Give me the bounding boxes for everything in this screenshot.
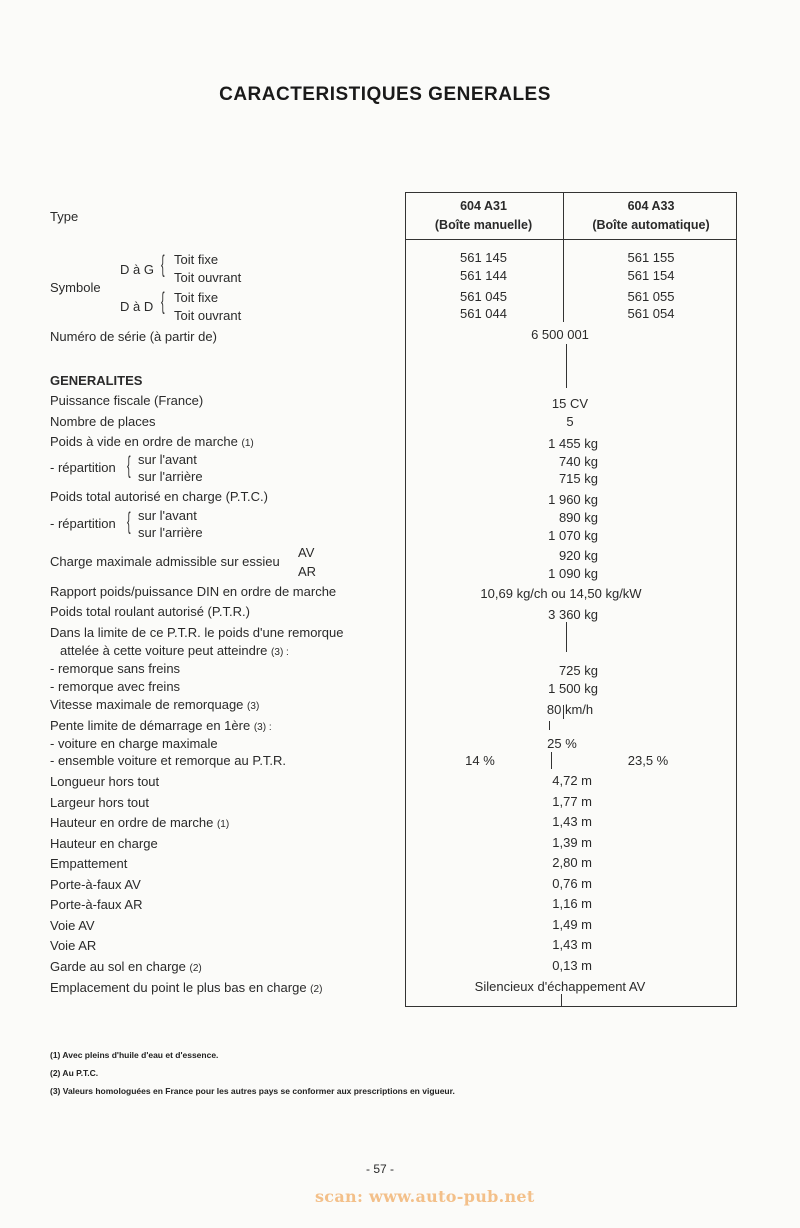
empattement-label: Empattement xyxy=(50,856,128,871)
poids-vide-value: 1 455 kg xyxy=(548,436,598,451)
poids-vide-label: Poids à vide en ordre de marche (1) xyxy=(50,434,254,449)
symbole-c2-r3: 561 055 xyxy=(627,289,675,304)
col1-subtitle: (Boîte manuelle) xyxy=(434,218,533,232)
repartition1-arriere: sur l'arrière xyxy=(138,469,203,484)
puissance-label: Puissance fiscale (France) xyxy=(50,393,204,408)
ptc-label: Poids total autorisé en charge (P.T.C.) xyxy=(50,489,268,504)
column-divider-2 xyxy=(566,344,567,388)
longueur-label: Longueur hors tout xyxy=(50,774,160,789)
garde-label: Garde au sol en charge (2) xyxy=(50,959,202,974)
point-bas-value: Silencieux d'échappement AV xyxy=(474,979,646,994)
pf-av-value: 0,76 m xyxy=(552,876,592,891)
vitesse-label: Vitesse maximale de remorquage (3) xyxy=(50,697,260,712)
ptc-value: 1 960 kg xyxy=(548,492,598,507)
pente-label: Pente limite de démarrage en 1ère (3) : xyxy=(50,718,272,733)
footnote-1: (1) Avec pleins d'huile d'eau et d'essence. xyxy=(50,1050,219,1060)
page-title: CARACTERISTIQUES GENERALES xyxy=(219,84,551,105)
vitesse-value: 80 km/h xyxy=(546,702,594,717)
sans-freins-label: - remorque sans freins xyxy=(50,661,181,676)
dag-label: D à G xyxy=(120,262,154,277)
brace-repartition1: { xyxy=(127,452,131,479)
empattement-value: 2,80 m xyxy=(552,855,592,870)
toit-fixe-dag: Toit fixe xyxy=(174,252,219,267)
brace-dag: { xyxy=(161,251,165,278)
symbole-c1-r3: 561 045 xyxy=(460,289,507,304)
pf-ar-label: Porte-à-faux AR xyxy=(50,897,143,912)
charge-essieu-v-av: 920 kg xyxy=(558,548,598,563)
hauteur-marche-value: 1,43 m xyxy=(552,814,592,829)
point-bas-label: Emplacement du point le plus bas en charge (2) xyxy=(50,980,323,995)
column-divider-3 xyxy=(566,622,567,652)
remorque-intro-2: attelée à cette voiture peut atteindre (3) : xyxy=(60,643,289,658)
avec-freins-value: 1 500 kg xyxy=(548,681,598,696)
repartition2-label: - répartition xyxy=(50,516,116,531)
puissance-value: 15 CV xyxy=(551,396,589,411)
pente-ensemble-c1: 14 % xyxy=(465,753,495,768)
hauteur-charge-label: Hauteur en charge xyxy=(50,836,158,851)
pente-charge-label: - voiture en charge maximale xyxy=(50,736,218,751)
column-divider-7 xyxy=(561,994,562,1006)
charge-essieu-v-ar: 1 090 kg xyxy=(548,566,598,581)
column-divider-1 xyxy=(563,240,564,322)
pf-ar-value: 1,16 m xyxy=(552,896,592,911)
table-top-border xyxy=(405,192,737,193)
voie-av-value: 1,49 m xyxy=(552,917,592,932)
voie-ar-label: Voie AR xyxy=(50,938,97,953)
repartition2-v-arriere: 1 070 kg xyxy=(548,528,598,543)
type-label: Type xyxy=(50,209,79,224)
ptr-value: 3 360 kg xyxy=(548,607,598,622)
brace-repartition2: { xyxy=(127,508,131,535)
voie-ar-value: 1,43 m xyxy=(552,937,592,952)
column-divider-6 xyxy=(551,752,552,769)
repartition2-avant: sur l'avant xyxy=(138,508,197,523)
col2-model: 604 A33 xyxy=(627,199,675,213)
toit-fixe-dad: Toit fixe xyxy=(174,290,219,305)
symbole-c2-r4: 561 054 xyxy=(627,306,675,321)
serie-value: 6 500 001 xyxy=(531,327,589,342)
avec-freins-label: - remorque avec freins xyxy=(50,679,181,694)
repartition1-avant: sur l'avant xyxy=(138,452,197,467)
repartition1-label: - répartition xyxy=(50,460,116,475)
symbole-c1-r4: 561 044 xyxy=(460,306,507,321)
symbole-c2-r2: 561 154 xyxy=(627,268,675,283)
toit-ouvrant-dad: Toit ouvrant xyxy=(174,308,242,323)
voie-av-label: Voie AV xyxy=(50,918,95,933)
header-divider xyxy=(563,192,564,240)
symbole-label: Symbole xyxy=(50,280,101,295)
charge-essieu-label: Charge maximale admissible sur essieu xyxy=(50,554,280,569)
symbole-c2-r1: 561 155 xyxy=(627,250,675,265)
repartition1-v-avant: 740 kg xyxy=(558,454,598,469)
sans-freins-value: 725 kg xyxy=(558,663,598,678)
places-label: Nombre de places xyxy=(50,414,156,429)
pf-av-label: Porte-à-faux AV xyxy=(50,877,141,892)
remorque-intro-1: Dans la limite de ce P.T.R. le poids d'une remorque xyxy=(50,625,344,640)
charge-essieu-av: AV xyxy=(298,545,315,560)
pente-ensemble-c2: 23,5 % xyxy=(627,753,669,768)
repartition1-v-arriere: 715 kg xyxy=(558,471,598,486)
serie-label: Numéro de série (à partir de) xyxy=(50,329,217,344)
ptr-label: Poids total roulant autorisé (P.T.R.) xyxy=(50,604,250,619)
dad-label: D à D xyxy=(120,299,154,314)
page-number: - 57 - xyxy=(365,1162,394,1176)
col2-subtitle: (Boîte automatique) xyxy=(592,218,710,232)
brace-dad: { xyxy=(161,288,165,315)
hauteur-charge-value: 1,39 m xyxy=(552,835,592,850)
garde-value: 0,13 m xyxy=(552,958,592,973)
symbole-c1-r1: 561 145 xyxy=(460,250,507,265)
symbole-c1-r2: 561 144 xyxy=(460,268,507,283)
places-value: 5 xyxy=(566,414,574,429)
table-header-border xyxy=(405,239,737,240)
generalites-heading: GENERALITES xyxy=(50,373,143,388)
scan-credit: scan: www.auto-pub.net xyxy=(315,1187,535,1206)
charge-essieu-ar: AR xyxy=(298,564,317,579)
footnote-3: (3) Valeurs homologuées en France pour les autres pays se conformer aux prescriptions en vigueur. xyxy=(50,1086,455,1096)
col1-model: 604 A31 xyxy=(460,199,507,213)
largeur-label: Largeur hors tout xyxy=(50,795,150,810)
pente-charge-value: 25 % xyxy=(547,736,577,751)
rapport-value: 10,69 kg/ch ou 14,50 kg/kW xyxy=(480,586,642,601)
footnote-2: (2) Au P.T.C. xyxy=(50,1068,99,1078)
repartition2-v-avant: 890 kg xyxy=(558,510,598,525)
pente-ensemble-label: - ensemble voiture et remorque au P.T.R. xyxy=(50,753,287,768)
longueur-value: 4,72 m xyxy=(552,773,592,788)
rapport-label: Rapport poids/puissance DIN en ordre de marche xyxy=(50,584,337,599)
repartition2-arriere: sur l'arrière xyxy=(138,525,203,540)
table-bottom-border xyxy=(405,1006,737,1007)
column-divider-5 xyxy=(549,721,550,730)
toit-ouvrant-dag: Toit ouvrant xyxy=(174,270,242,285)
largeur-value: 1,77 m xyxy=(552,794,592,809)
hauteur-marche-label: Hauteur en ordre de marche (1) xyxy=(50,815,230,830)
